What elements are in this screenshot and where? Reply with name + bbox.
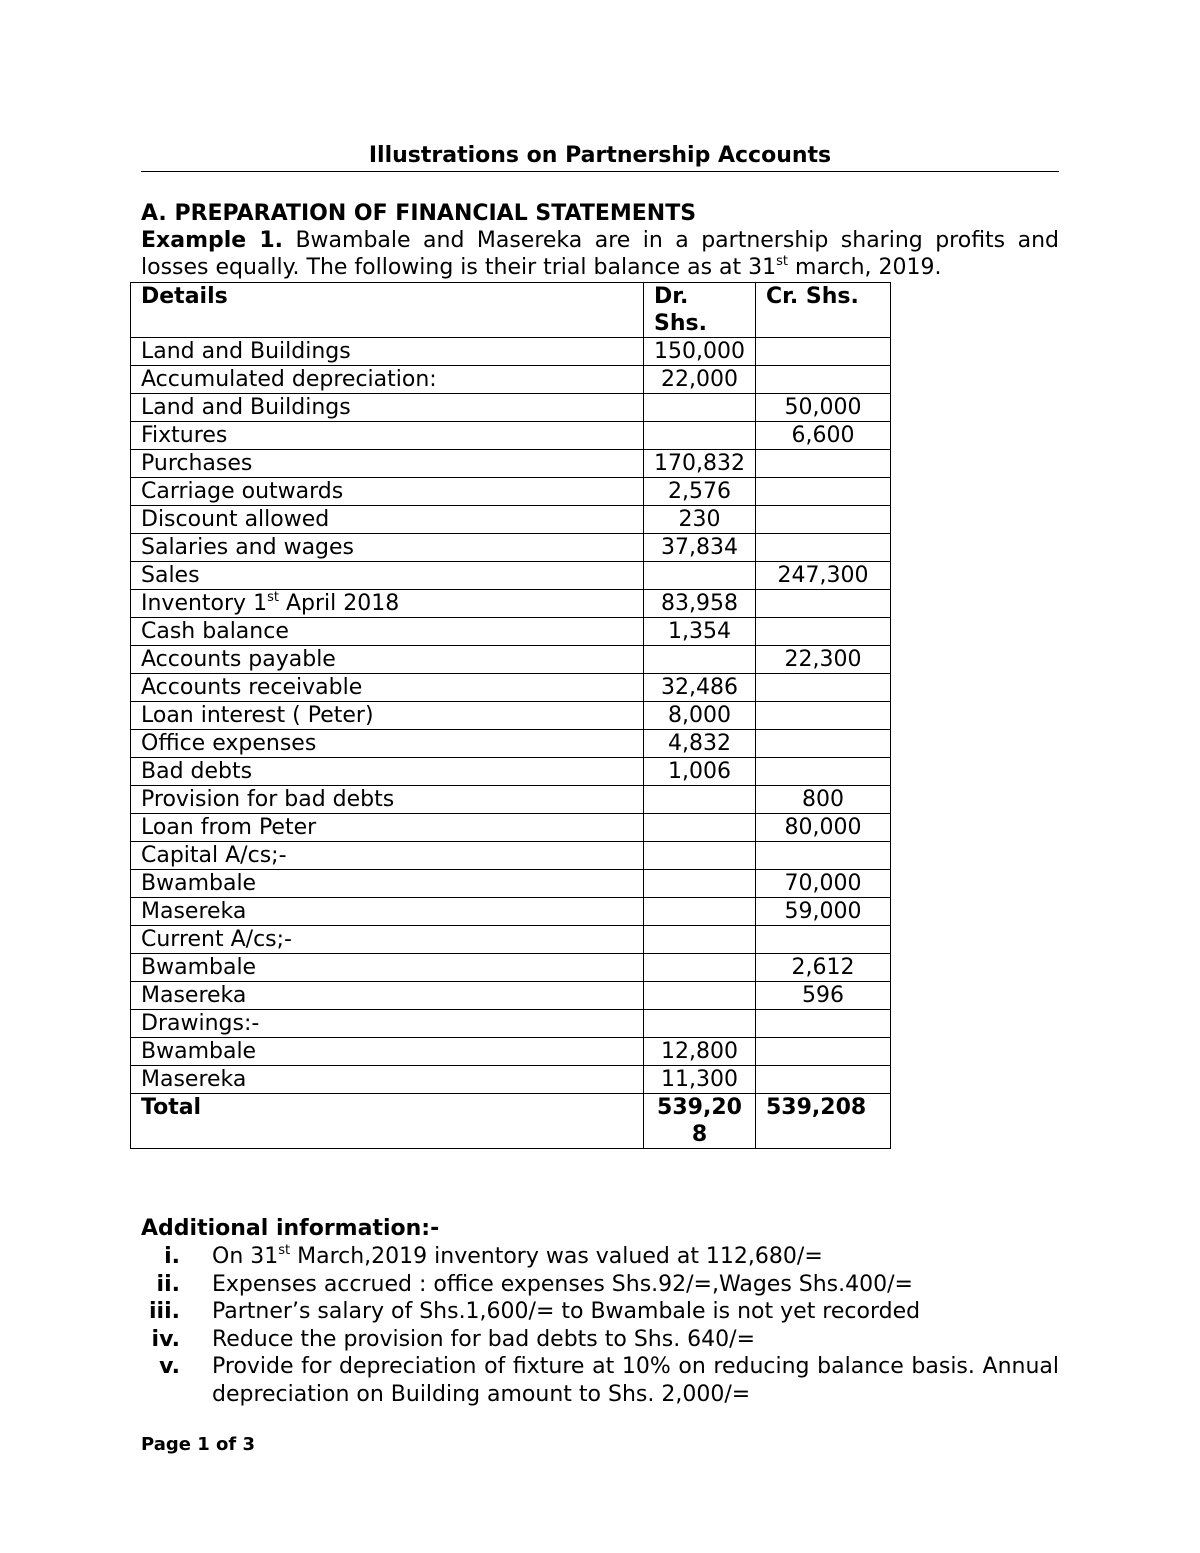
dr-cell: 32,486 [644,674,756,702]
detail-cell: Masereka [131,1066,644,1094]
table-row [131,898,891,926]
item-text: On 31 [212,1244,279,1269]
additional-info-title: Additional information:- [141,1216,440,1241]
dr-cell: 150,000 [644,338,756,366]
table-row [131,450,891,478]
cr-cell [756,1066,891,1094]
cr-cell [756,926,891,954]
page-title: Illustrations on Partnership Accounts [141,141,1059,172]
dr-cell [644,954,756,982]
dr-cell [644,562,756,590]
table-row [131,814,891,842]
dr-cell: 230 [644,506,756,534]
additional-info-item [141,1243,1059,1271]
cr-cell [756,618,891,646]
detail-cell: Drawings:- [131,1010,644,1038]
table-row [131,562,891,590]
list-marker: iii. [149,1299,180,1324]
table-row [131,1010,891,1038]
page-footer: Page 1 of 3 [141,1434,255,1455]
cr-cell: 59,000 [756,898,891,926]
dr-cell: 4,832 [644,730,756,758]
detail-sup: st [267,590,279,605]
dr-cell: 12,800 [644,1038,756,1066]
dr-cell: 22,000 [644,366,756,394]
table-row [131,758,891,786]
cr-cell [756,1038,891,1066]
detail-cell: Loan interest ( Peter) [131,702,644,730]
cr-cell: 6,600 [756,422,891,450]
table-row [131,618,891,646]
item-text: March,2019 inventory was valued at 112,680/= [290,1244,823,1269]
item-text: Partner’s salary of Shs.1,600/= to Bwambale is not yet recorded [212,1299,921,1324]
table-row [131,674,891,702]
table-row [131,590,891,618]
dr-cell [644,646,756,674]
cr-cell [756,758,891,786]
dr-cell: 37,834 [644,534,756,562]
detail-cell: Bwambale [131,954,644,982]
detail-text: April 2018 [278,591,400,616]
table-row [131,394,891,422]
detail-cell: Bwambale [131,1038,644,1066]
list-marker: iv. [151,1326,180,1352]
table-row [131,338,891,366]
cr-cell [756,366,891,394]
dr-cell [644,394,756,422]
item-text: Reduce the provision for bad debts to Shs. 640/= [212,1326,756,1352]
detail-cell: Office expenses [131,730,644,758]
intro-text: Bwambale and Masereka are in a partnership sharing profits and losses equally. The following is their trial balance as at 31 [141,228,1059,280]
detail-cell: Accounts payable [131,646,644,674]
detail-cell: Bwambale [131,870,644,898]
detail-cell: Purchases [131,450,644,478]
dr-cell: 2,576 [644,478,756,506]
intro-sup: st [776,254,789,269]
cr-cell [756,338,891,366]
additional-info-list [141,1243,1059,1408]
table-row [131,506,891,534]
detail-cell: Land and Buildings [131,338,644,366]
cr-cell [756,730,891,758]
detail-cell: Loan from Peter [131,814,644,842]
detail-cell: Capital A/cs;- [131,842,644,870]
cr-cell [756,702,891,730]
dr-cell [644,422,756,450]
dr-cell [644,814,756,842]
table-row [131,926,891,954]
table-row [131,982,891,1010]
cr-cell [756,478,891,506]
table-row [131,786,891,814]
table-row [131,534,891,562]
total-cr: 539,208 [756,1094,891,1149]
table-row [131,842,891,870]
detail-cell: Provision for bad debts [131,786,644,814]
cr-cell: 50,000 [756,394,891,422]
header-dr: Dr. Shs. [644,283,756,338]
detail-cell: Salaries and wages [131,534,644,562]
dr-cell [644,842,756,870]
cr-cell: 800 [756,786,891,814]
detail-cell: Discount allowed [131,506,644,534]
cr-cell [756,674,891,702]
additional-info-item [141,1298,1059,1326]
detail-cell: Masereka [131,898,644,926]
detail-cell: Carriage outwards [131,478,644,506]
table-row [131,870,891,898]
dr-cell [644,898,756,926]
cr-cell: 2,612 [756,954,891,982]
detail-cell: Cash balance [131,618,644,646]
table-row [131,478,891,506]
detail-cell: Fixtures [131,422,644,450]
additional-info-item [141,1353,1059,1408]
dr-cell [644,870,756,898]
dr-cell: 11,300 [644,1066,756,1094]
detail-cell: Bad debts [131,758,644,786]
dr-cell: 170,832 [644,450,756,478]
detail-cell: Current A/cs;- [131,926,644,954]
detail-cell: Sales [131,562,644,590]
dr-cell [644,926,756,954]
detail-text: Inventory 1 [141,591,268,616]
table-row [131,366,891,394]
table-row [131,1038,891,1066]
item-sup: st [278,1243,291,1258]
header-cr: Cr. Shs. [756,283,891,338]
total-dr: 539,208 [644,1094,756,1149]
cr-cell [756,842,891,870]
example-label: Example 1. [141,228,283,253]
table-header-row [131,283,891,338]
table-row [131,646,891,674]
dr-cell [644,982,756,1010]
dr-cell: 8,000 [644,702,756,730]
dr-cell: 1,354 [644,618,756,646]
cr-cell: 70,000 [756,870,891,898]
cr-cell: 22,300 [756,646,891,674]
table-row [131,1066,891,1094]
item-text: Provide for depreciation of fixture at 10% on reducing balance basis. Annual depreciation on Building amount to Shs. 2,000/= [212,1354,1059,1407]
table-row [131,730,891,758]
cr-cell [756,506,891,534]
detail-cell: Land and Buildings [131,394,644,422]
intro-paragraph [141,227,1059,281]
dr-cell: 83,958 [644,590,756,618]
list-marker: ii. [156,1271,180,1297]
cr-cell: 247,300 [756,562,891,590]
total-row [131,1094,891,1149]
intro-text-end: march, 2019. [788,255,942,280]
detail-cell: Accounts receivable [131,674,644,702]
additional-info-item [141,1271,1059,1299]
detail-cell: Accumulated depreciation: [131,366,644,394]
section-heading: A. PREPARATION OF FINANCIAL STATEMENTS [141,201,697,226]
cr-cell [756,1010,891,1038]
dr-cell [644,786,756,814]
table-row [131,954,891,982]
cr-cell [756,450,891,478]
dr-cell [644,1010,756,1038]
trial-balance-table [130,282,891,1149]
cr-cell: 596 [756,982,891,1010]
list-marker: v. [159,1354,180,1379]
header-details: Details [131,283,644,338]
cr-cell [756,534,891,562]
item-text: Expenses accrued : office expenses Shs.92/=,Wages Shs.400/= [212,1271,913,1297]
additional-info-item [141,1326,1059,1354]
detail-cell [131,590,644,618]
dr-cell: 1,006 [644,758,756,786]
cr-cell: 80,000 [756,814,891,842]
total-label: Total [131,1094,644,1149]
list-marker: i. [164,1244,180,1269]
table-row [131,702,891,730]
cr-cell [756,590,891,618]
detail-cell: Masereka [131,982,644,1010]
table-row [131,422,891,450]
